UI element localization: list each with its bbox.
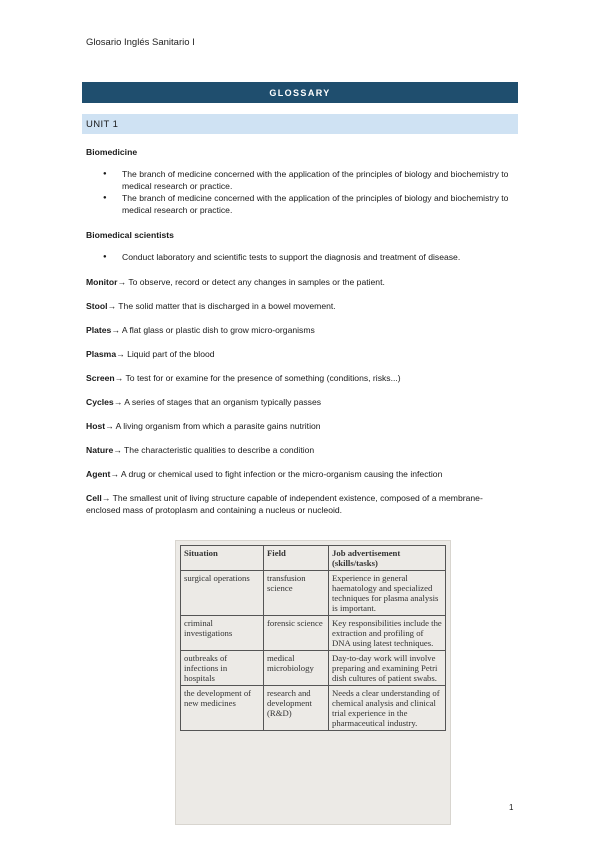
table-row <box>181 686 446 731</box>
entry-definition: The characteristic qualities to describe a condition <box>121 445 315 455</box>
arrow-icon: → <box>116 349 125 359</box>
table-cell: criminal investigations <box>181 616 264 651</box>
entry-term: Monitor <box>86 277 118 287</box>
arrow-icon: → <box>113 445 122 455</box>
entry-agent <box>86 468 514 480</box>
entry-definition: A drug or chemical used to fight infection or the micro-organism causing the infection <box>118 469 443 479</box>
table-header-row <box>181 546 446 571</box>
definition-bullet: ● The branch of medicine concerned with the application of the principles of biology and biochemistry to medical research or practice. <box>122 192 514 216</box>
table-cell: Needs a clear understanding of chemical analysis and clinical trial experience in the pharmaceutical industry. <box>329 686 446 731</box>
term-title-biomedical-scientists: Biomedical scientists <box>86 230 174 240</box>
entry-plasma <box>86 348 514 360</box>
glossary-title-bar <box>82 82 518 103</box>
arrow-icon: → <box>113 397 123 407</box>
entry-definition: To test for or examine for the presence of something (conditions, risks...) <box>123 373 401 383</box>
arrow-icon: → <box>101 493 111 503</box>
entry-definition: The smallest unit of living structure capable of independent existence, composed of a membrane-enclosed mass of protoplasm and containing a nucleus or nucleoid. <box>86 493 483 515</box>
table-row <box>181 651 446 686</box>
entry-monitor <box>86 276 514 288</box>
glossary-title: GLOSSARY <box>269 87 331 98</box>
page-number: 1 <box>509 803 514 812</box>
table-cell: forensic science <box>264 616 329 651</box>
entry-cycles <box>86 396 514 408</box>
table-cell: medical microbiology <box>264 651 329 686</box>
table-cell: Experience in general haematology and specialized techniques for plasma analysis is important. <box>329 571 446 616</box>
entry-definition: To observe, record or detect any changes in samples or the patient. <box>126 277 385 287</box>
table-cell: Key responsibilities include the extraction and profiling of DNA using latest techniques. <box>329 616 446 651</box>
entry-host <box>86 420 514 432</box>
table-cell: surgical operations <box>181 571 264 616</box>
entry-plates <box>86 324 514 336</box>
table-header-cell: Job advertisement (skills/tasks) <box>329 546 446 571</box>
entry-definition: A series of stages that an organism typically passes <box>122 397 322 407</box>
arrow-icon: → <box>114 373 124 383</box>
biomedical-scientists-definitions <box>86 251 514 263</box>
entry-term: Host <box>86 421 106 431</box>
entry-definition: A flat glass or plastic dish to grow micro-organisms <box>119 325 315 335</box>
entry-screen <box>86 372 514 384</box>
arrow-icon: → <box>110 469 119 479</box>
definition-bullet: ● Conduct laboratory and scientific tests to support the diagnosis and treatment of disease. <box>122 251 514 263</box>
unit-title-bar <box>82 114 518 134</box>
entry-definition: Liquid part of the blood <box>124 349 215 359</box>
term-title-biomedicine: Biomedicine <box>86 147 138 157</box>
arrow-icon: → <box>117 277 127 287</box>
table-cell: transfusion science <box>264 571 329 616</box>
arrow-icon: → <box>107 301 117 311</box>
entry-term: Cycles <box>86 397 114 407</box>
entry-nature <box>86 444 514 456</box>
entry-term: Plasma <box>86 349 117 359</box>
job-table-image <box>175 540 451 825</box>
table-row <box>181 571 446 616</box>
entry-term: Stool <box>86 301 108 311</box>
document-header: Glosario Inglés Sanitario I <box>86 37 195 48</box>
table-header-cell: Situation <box>181 546 264 571</box>
entry-term: Screen <box>86 373 115 383</box>
entry-term: Agent <box>86 469 111 479</box>
table-header-cell: Field <box>264 546 329 571</box>
table-cell: research and development (R&D) <box>264 686 329 731</box>
entry-term: Cell <box>86 493 102 503</box>
entry-term: Plates <box>86 325 112 335</box>
entry-cell <box>86 492 514 516</box>
definition-bullet: ● The branch of medicine concerned with the application of the principles of biology and biochemistry to medical research or practice. <box>122 168 514 192</box>
table-cell: Day-to-day work will involve preparing and examining Petri dish cultures of patient swabs. <box>329 651 446 686</box>
unit-title: UNIT 1 <box>86 118 119 130</box>
arrow-icon: → <box>111 325 120 335</box>
table-row <box>181 616 446 651</box>
job-table <box>180 545 446 731</box>
table-cell: outbreaks of infections in hospitals <box>181 651 264 686</box>
entry-term: Nature <box>86 445 114 455</box>
entry-definition: A living organism from which a parasite gains nutrition <box>113 421 321 431</box>
arrow-icon: → <box>105 421 114 431</box>
glossary-content <box>86 146 514 528</box>
biomedicine-definitions <box>86 168 514 216</box>
entry-stool <box>86 300 514 312</box>
entry-definition: The solid matter that is discharged in a bowel movement. <box>116 301 336 311</box>
table-cell: the development of new medicines <box>181 686 264 731</box>
